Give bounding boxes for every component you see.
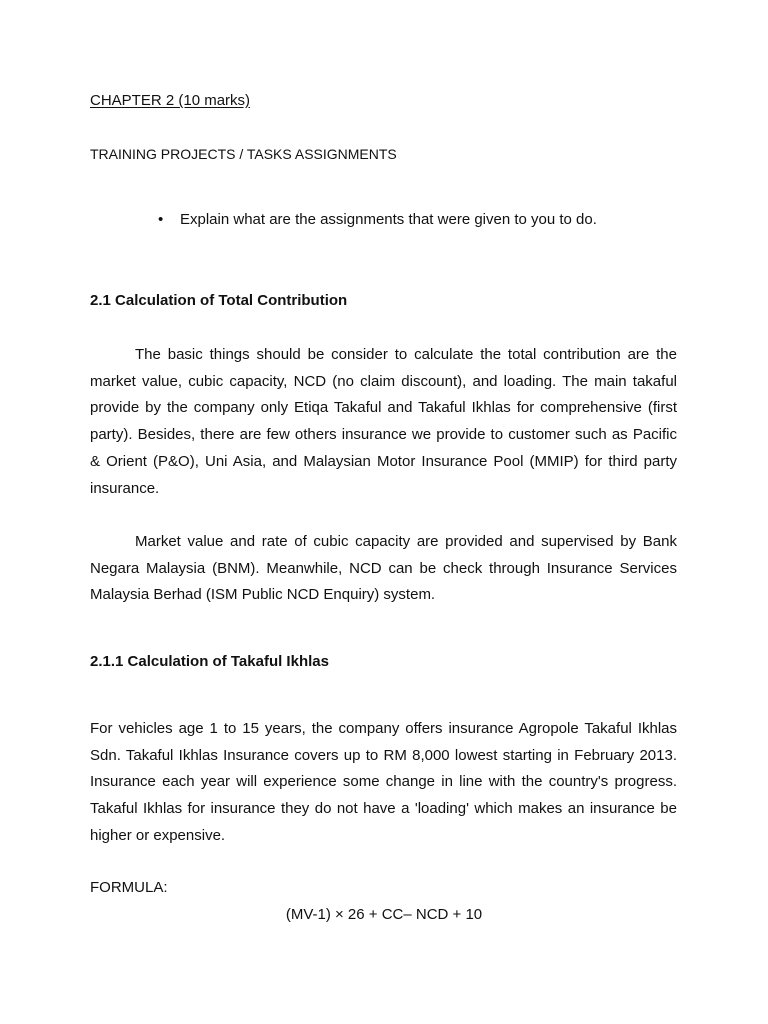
- paragraph-takaful-ikhlas: For vehicles age 1 to 15 years, the company offers insurance Agropole Takaful Ikhlas Sdn. Takaful Ikhlas Insurance covers up to RM 8,000 lowest starting in February 2013. Insurance each year will experience some change in line with the country's progress. Takaful Ikhlas for insurance they do not have a 'loading' which makes an insurance be higher or expensive.: [90, 720, 677, 844]
- paragraph-total-contribution: The basic things should be consider to calculate the total contribution are the market value, cubic capacity, NCD (no claim discount), and loading. The main takaful provide by the company only Etiqa Takaful and Takaful Ikhlas for comprehensive (first party). Besides, there are few others insurance we provide to customer such as Pacific & Orient (P&O), Uni Asia, and Malaysian Motor Insurance Pool (MMIP) for third party insurance.: [90, 346, 677, 497]
- section-label: TRAINING PROJECTS / TASKS ASSIGNMENTS: [90, 146, 397, 162]
- section-heading-2-1-1: 2.1.1 Calculation of Takaful Ikhlas: [90, 653, 329, 670]
- bullet-text: Explain what are the assignments that were given to you to do.: [180, 211, 597, 228]
- chapter-title: CHAPTER 2 (10 marks): [90, 92, 251, 109]
- section-heading-2-1: 2.1 Calculation of Total Contribution: [90, 292, 348, 309]
- bullet-item: [158, 211, 597, 228]
- formula: (MV-1) × 26 + CC– NCD + 10: [285, 906, 483, 923]
- bullet-icon: •: [158, 211, 164, 228]
- formula-label: FORMULA:: [90, 879, 168, 896]
- paragraph-market-value: Market value and rate of cubic capacity are provided and supervised by Bank Negara Malaysia (BNM). Meanwhile, NCD can be check through Insurance Services Malaysia Berhad (ISM Public NCD Enquiry) system.: [90, 533, 677, 604]
